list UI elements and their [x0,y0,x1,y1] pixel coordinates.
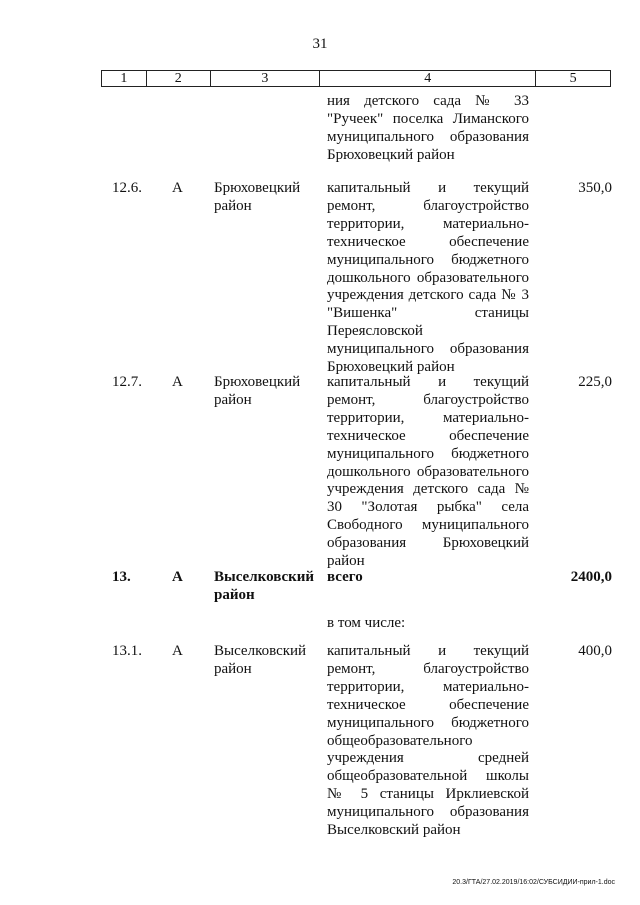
page-number: 31 [312,36,328,52]
row-amount: 2400,0 [570,569,612,585]
row-description: капитальный и текущий ремонт, благоустройство территории, материально-техническое обеспечение муниципального бюджетного дошкольного образовательного учреждения детского сада № 3 "Вишенка" станицы Переясловской муниципального образования Брюховецкий район [327,180,529,376]
header-col-3: 3 [211,71,321,86]
row-code: А [172,180,183,196]
document-footer: 20.3/ГТА/27.02.2019/16:02/СУБСИДИИ-прил-1.doc [452,879,615,886]
row-amount: 350,0 [578,180,612,196]
row-number: 12.7. [112,374,142,390]
row-district: Выселковский район [214,569,315,603]
row-code: А [172,374,183,390]
row-number: 12.6. [112,180,142,196]
continuation-description: ния детского сада № 33 "Ручеек" поселка Лиманского муниципального образования Брюховецкий район [327,93,529,163]
row-district: Брюховецкий район [214,180,301,214]
subtotal-note: в том числе: [327,615,406,631]
row-district: Выселковский район [214,643,307,677]
header-col-5: 5 [569,71,577,86]
header-col-2: 2 [147,71,211,86]
header-col-1: 1 [102,71,147,86]
row-code: А [172,569,183,585]
header-col-4: 4 [320,71,536,86]
table-header [101,70,611,87]
row-number: 13.1. [112,643,142,659]
row-number: 13. [112,569,131,585]
row-description: капитальный и текущий ремонт, благоустройство территории, материально-техническое обеспечение муниципального бюджетного общеобразовательного учреждения средней общеобразовательной школы № 5 станицы Ирклиевской муниципального образования Выселковский район [327,643,529,839]
row-amount: 225,0 [578,374,612,390]
row-description: капитальный и текущий ремонт, благоустройство территории, материально-техническое обеспечение муниципального бюджетного дошкольного образовательного учреждения детского сада № 30 "Золотая рыбка" села Свободного муниципального образования Брюховецкий район [327,374,529,570]
row-amount: 400,0 [578,643,612,659]
row-code: А [172,643,183,659]
row-description: всего [327,569,363,585]
row-district: Брюховецкий район [214,374,301,408]
